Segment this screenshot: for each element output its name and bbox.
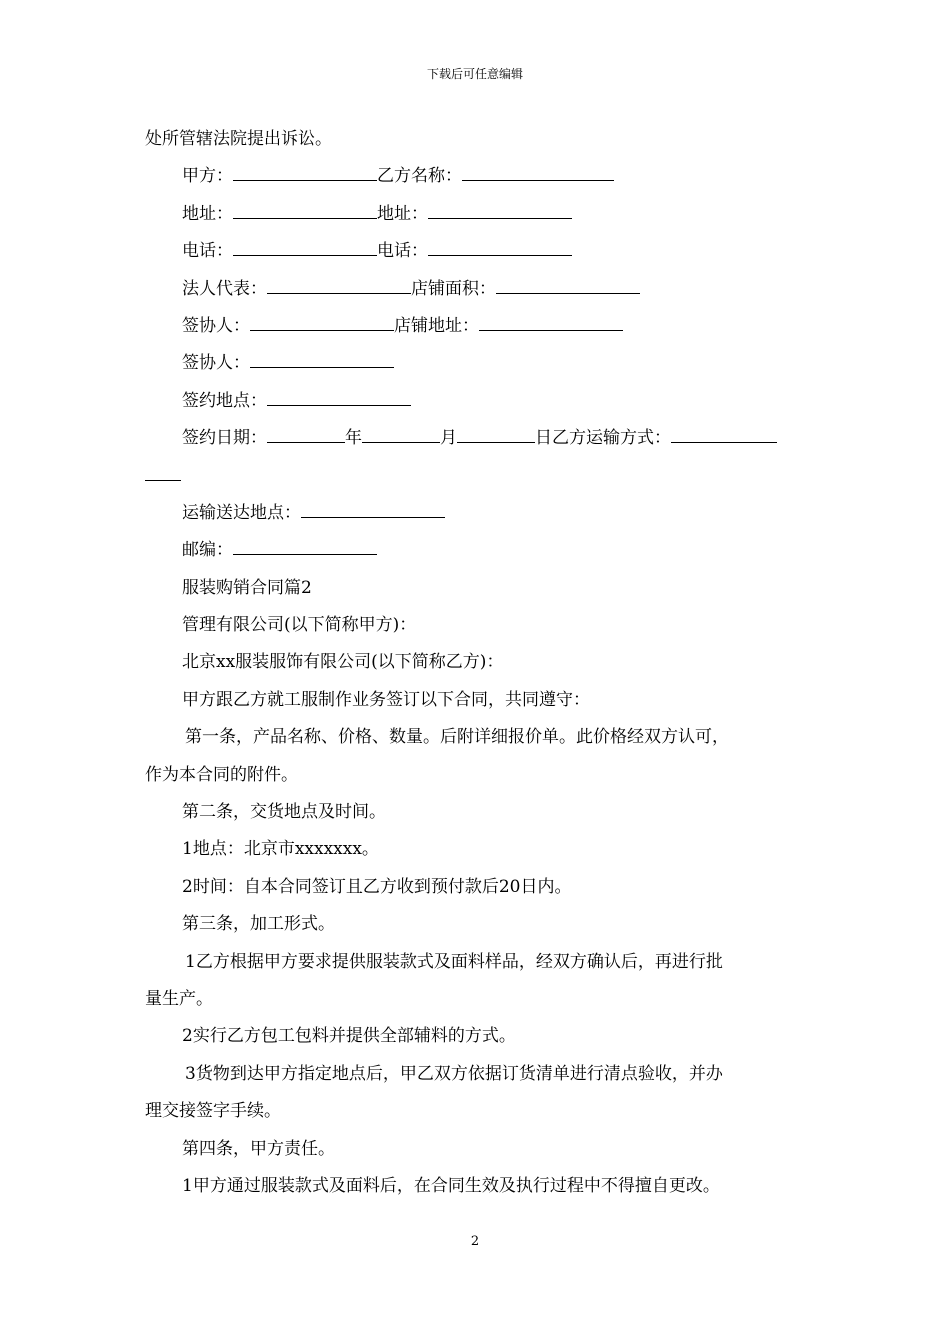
text: 第一条，产品名称、价格、数量。后附详细报价单。此价格经双方认可， <box>185 727 729 748</box>
phone-line <box>145 238 809 275</box>
blank-field <box>496 276 640 294</box>
article-3 <box>145 911 809 948</box>
article-4 <box>145 1136 809 1173</box>
party-a-line <box>145 163 809 200</box>
text: 3货物到达甲方指定地点后，甲乙双方依据订货清单进行清点验收，并办 <box>185 1063 723 1084</box>
text: 处所管辖法院提出诉讼。 <box>145 129 332 149</box>
preamble <box>145 687 809 724</box>
article-3-item-1 <box>145 949 809 1024</box>
blank-field-continued <box>145 463 181 481</box>
blank-field <box>233 537 377 555</box>
label-signatory: 签协人： <box>182 315 250 336</box>
label-store-area: 店铺面积： <box>411 278 496 299</box>
label-postcode: 邮编： <box>182 540 233 561</box>
blank-field <box>267 388 411 406</box>
label-party-b-name: 乙方名称： <box>377 166 462 187</box>
article-2-item-1 <box>145 836 809 873</box>
blank-field <box>457 425 535 443</box>
sign-date-line <box>145 425 809 500</box>
blank-field <box>479 313 623 331</box>
document-body <box>145 126 809 1210</box>
postcode-line <box>145 537 809 574</box>
text: 第二条，交货地点及时间。 <box>182 802 386 823</box>
article-3-item-3 <box>145 1061 809 1136</box>
label-address: 地址： <box>182 203 233 224</box>
text: 甲方跟乙方就工服制作业务签订以下合同，共同遵守： <box>182 689 590 710</box>
page-header-note: 下载后可任意编辑 <box>426 67 523 81</box>
article-2 <box>145 799 809 836</box>
text: 1乙方根据甲方要求提供服装款式及面料样品，经双方确认后，再进行批 <box>185 951 723 972</box>
text: 1地点：北京市xxxxxxx。 <box>182 839 379 860</box>
text: 2实行乙方包工包料并提供全部辅料的方式。 <box>182 1026 516 1047</box>
paragraph-court <box>145 126 809 163</box>
text: 理交接签字手续。 <box>145 1101 281 1122</box>
signatory-line <box>145 313 809 350</box>
text: 第四条，甲方责任。 <box>182 1138 335 1159</box>
blank-field <box>233 201 377 219</box>
signatory-line-2 <box>145 350 809 387</box>
label-year: 年 <box>345 428 362 449</box>
blank-field <box>301 500 445 518</box>
sign-place-line <box>145 388 809 425</box>
text: 北京xx服装服饰有限公司(以下简称乙方)： <box>182 652 504 673</box>
text: 第三条，加工形式。 <box>182 914 335 935</box>
blank-field <box>428 201 572 219</box>
label-month: 月 <box>440 428 457 449</box>
label-sign-date: 签约日期： <box>182 428 267 449</box>
label-phone: 电话： <box>182 241 233 262</box>
party-a-company <box>145 612 809 649</box>
article-4-item-1 <box>145 1173 809 1210</box>
text: 2时间：自本合同签订且乙方收到预付款后20日内。 <box>182 876 572 897</box>
text: 作为本合同的附件。 <box>145 764 298 785</box>
legal-rep-line <box>145 276 809 313</box>
text: 量生产。 <box>145 989 213 1010</box>
blank-field <box>362 425 440 443</box>
page-number: 2 <box>470 1234 480 1249</box>
label-day-transport: 日乙方运输方式： <box>535 428 671 449</box>
blank-field <box>233 238 377 256</box>
label-delivery-place: 运输送达地点： <box>182 502 301 523</box>
blank-field <box>671 425 777 443</box>
label-address-b: 地址： <box>377 203 428 224</box>
blank-field <box>250 313 394 331</box>
article-1 <box>145 724 809 799</box>
article-3-item-2 <box>145 1023 809 1060</box>
label-store-address: 店铺地址： <box>394 315 479 336</box>
label-signatory-2: 签协人： <box>182 353 250 374</box>
blank-field <box>267 425 345 443</box>
text: 1甲方通过服装款式及面料后，在合同生效及执行过程中不得擅自更改。 <box>182 1176 720 1196</box>
blank-field <box>250 350 394 368</box>
blank-field <box>233 163 377 181</box>
blank-field <box>428 238 572 256</box>
label-legal-rep: 法人代表： <box>182 278 267 299</box>
label-party-a: 甲方： <box>182 166 233 187</box>
text: 服装购销合同篇2 <box>182 577 312 598</box>
delivery-place-line <box>145 500 809 537</box>
label-phone-b: 电话： <box>377 241 428 262</box>
blank-field <box>462 163 614 181</box>
section-title <box>145 575 809 612</box>
article-2-item-2 <box>145 874 809 911</box>
party-b-company <box>145 649 809 686</box>
text: 管理有限公司(以下简称甲方)： <box>182 615 417 636</box>
blank-field <box>267 276 411 294</box>
address-line <box>145 201 809 238</box>
label-sign-place: 签约地点： <box>182 390 267 411</box>
